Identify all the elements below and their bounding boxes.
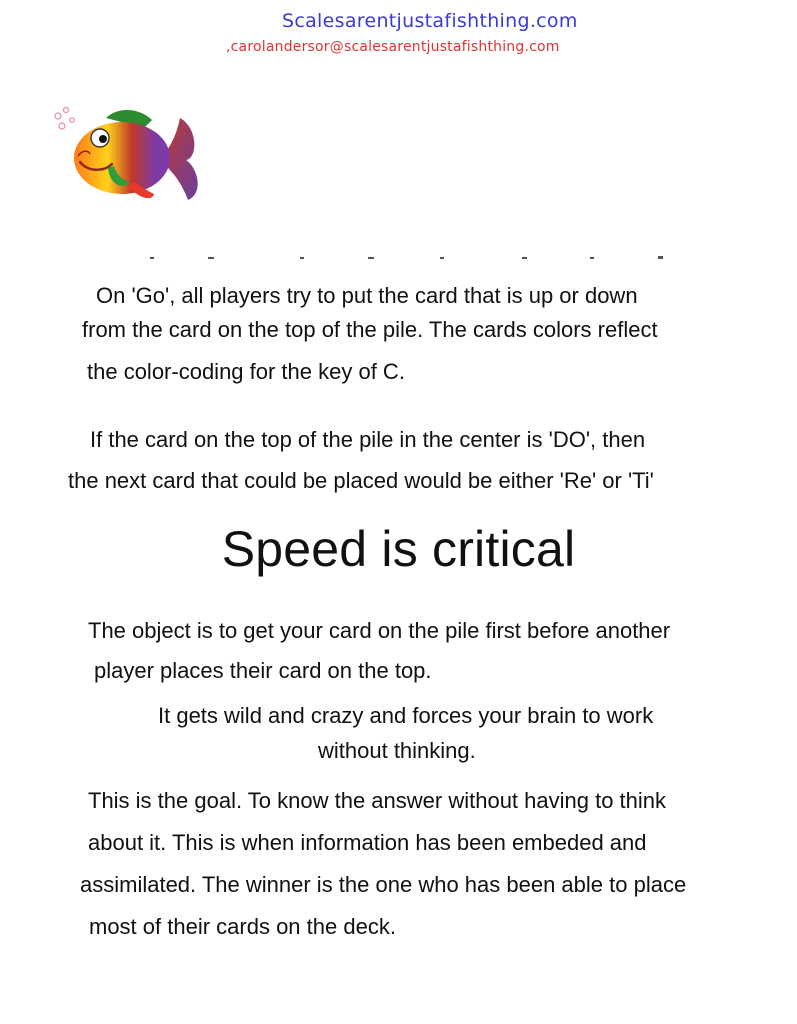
- rules-line-3: the color-coding for the key of C.: [87, 359, 405, 384]
- wild-line-2: without thinking.: [318, 738, 476, 763]
- goal-line-2: about it. This is when information has been embeded and: [88, 830, 647, 855]
- rules-line-1: On 'Go', all players try to put the card that is up or down: [96, 283, 638, 308]
- object-line-2: player places their card on the top.: [94, 658, 432, 683]
- object-line-1: The object is to get your card on the pile first before another: [88, 618, 671, 643]
- example-line-2: the next card that could be placed would be either 'Re' or 'Ti': [68, 468, 654, 493]
- fish-logo-icon: [48, 98, 218, 218]
- wild-line-1: It gets wild and crazy and forces your brain to work: [158, 703, 654, 728]
- email-address-link[interactable]: [226, 39, 560, 55]
- goal-line-3: assimilated. The winner is the one who has been able to place: [80, 872, 687, 897]
- example-line-1: If the card on the top of the pile in the center is 'DO', then: [90, 427, 646, 452]
- bubbles: [55, 108, 74, 130]
- rules-line-2: from the card on the top of the pile. The cards colors reflect: [82, 317, 658, 342]
- bullet-mark: ,: [226, 39, 231, 55]
- goal-line-1: This is the goal. To know the answer without having to think: [88, 788, 667, 813]
- goal-line-4: most of their cards on the deck.: [89, 914, 396, 939]
- speed-heading: Speed is critical: [221, 521, 576, 577]
- email-text: carolandersor@scalesarentjustafishthing.com: [230, 39, 560, 55]
- faint-divider: [150, 255, 670, 261]
- site-url-link[interactable]: Scalesarentjustafishthing.com: [282, 10, 578, 32]
